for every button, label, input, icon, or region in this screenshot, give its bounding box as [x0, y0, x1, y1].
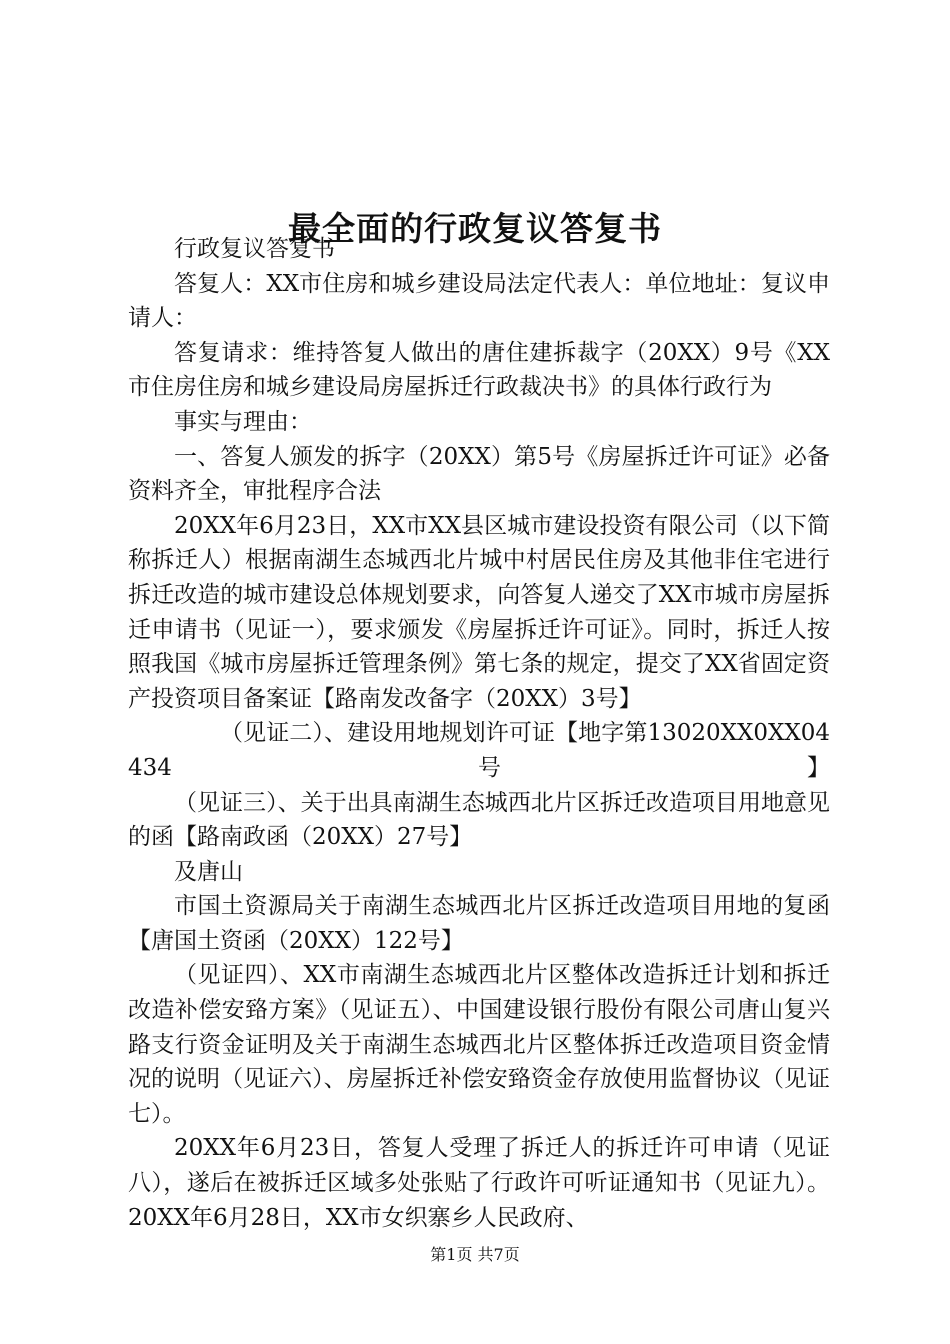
paragraph-evidence-two: （见证二）、建设用地规划许可证【地字第13020XX0XX04434号】: [128, 720, 830, 781]
paragraph-application: 20XX年6月23日，XX市XX县区城市建设投资有限公司（以下简称拆迁人）根据南湖生态城西北片城中村居民住房及其他非住宅进行拆迁改造的城市建设总体规划要求，向答复人递交了XX市城市房屋拆迁申请书（见证一），要求颁发《房屋拆迁许可证》。同时，拆迁人按照我国《城市房屋拆迁管理条例》第七条的规定，提交了XX省固定资产投资项目备案证【路南发改备字（20XX）3号】: [128, 512, 830, 712]
paragraph-tangshan: 及唐山: [174, 858, 243, 885]
page-footer: 第1页 共7页: [430, 1245, 520, 1264]
paragraph-acceptance: 20XX年6月23日，答复人受理了拆迁人的拆迁许可申请（见证八），遂后在被拆迁区域多处张贴了行政许可听证通知书（见证九）。20XX年6月28日，XX市女织寨乡人民政府、: [128, 1135, 830, 1231]
paragraph-heading: 行政复议答复书: [174, 236, 335, 262]
paragraph-land-bureau: 市国土资源局关于南湖生态城西北片区拆迁改造项目用地的复函【唐国土资函（20XX）122号】: [128, 893, 830, 954]
paragraph-evidence-three: （见证三）、关于出具南湖生态城西北片区拆迁改造项目用地意见的函【路南政函（20XX）27号】: [128, 789, 830, 851]
paragraph-respondent: 答复人：XX市住房和城乡建设局法定代表人：单位地址：复议申请人：: [128, 270, 830, 332]
paragraph-facts-heading: 事实与理由：: [174, 408, 312, 435]
document-title: 最全面的行政复议答复书: [288, 209, 662, 249]
paragraph-evidence-four: （见证四）、XX市南湖生态城西北片区整体改造拆迁计划和拆迁改造补偿安臵方案》（见证五）、中国建设银行股份有限公司唐山复兴路支行资金证明及关于南湖生态城西北片区整体拆迁改造项目资金情况的说明（见证六）、房屋拆迁补偿安臵资金存放使用监督协议（见证七）。: [128, 962, 830, 1127]
paragraph-section-one: 一、答复人颁发的拆字（20XX）第5号《房屋拆迁许可证》必备资料齐全，审批程序合法: [128, 443, 830, 505]
document-body: [128, 232, 830, 1235]
paragraph-request: 答复请求：维持答复人做出的唐住建拆裁字（20XX）9号《XX市住房住房和城乡建设局房屋拆迁行政裁决书》的具体行政行为: [128, 339, 830, 401]
